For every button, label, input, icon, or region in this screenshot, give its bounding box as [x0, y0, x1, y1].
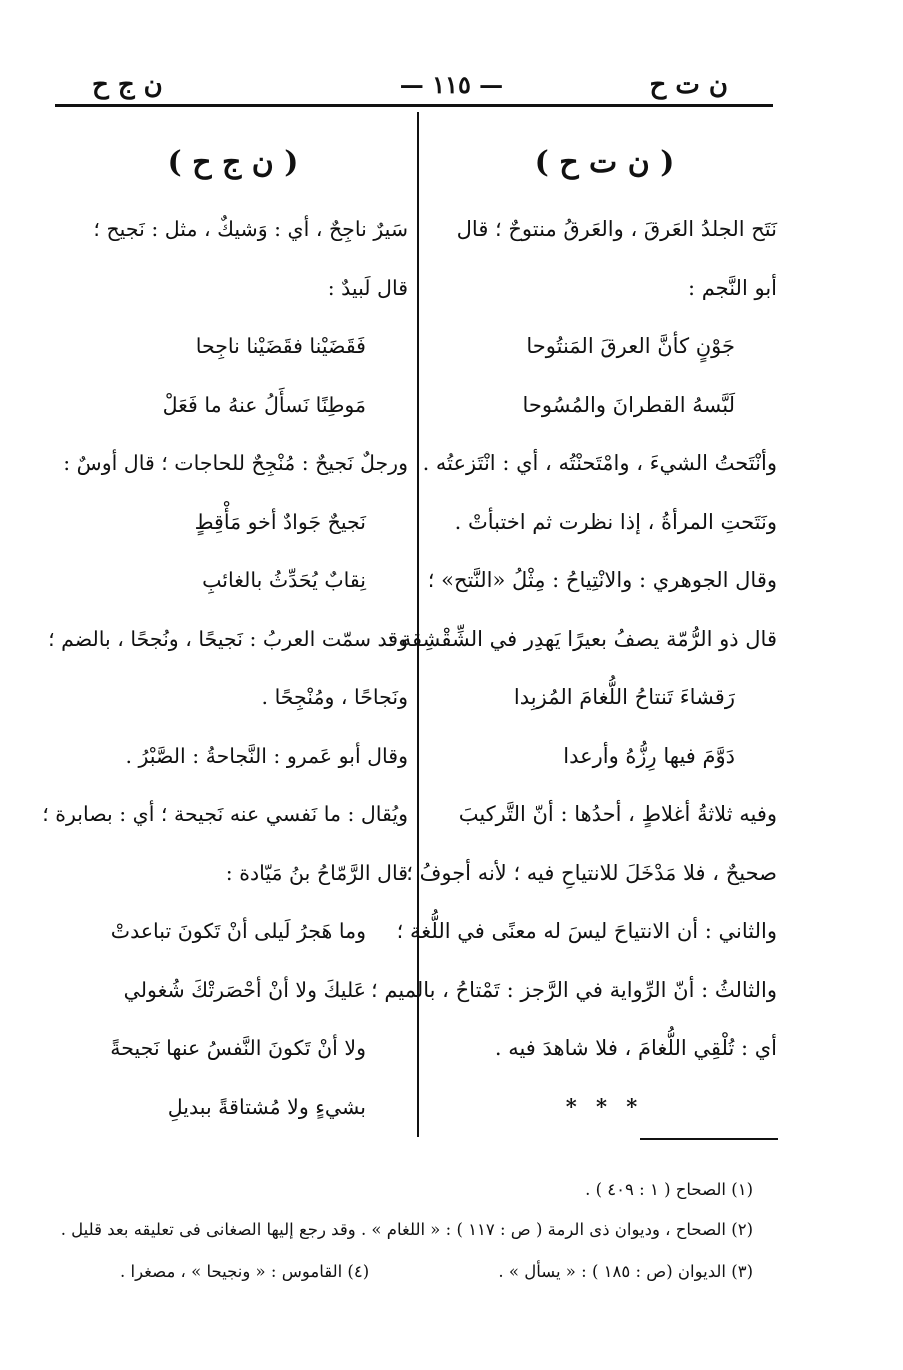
verse-line: عَليكَ ولا أنْ أحْصَرتْكَ شُغولي: [123, 977, 366, 1002]
entry-title-ntH: ( ن ت ح ): [534, 145, 675, 180]
verse-line: لَبَّسهُ القطرانَ والمُسُوحا: [522, 392, 735, 417]
text-line: ونَجاحًا ، ومُنْجِحًا .: [261, 685, 408, 709]
page-number: — ١١٥ —: [399, 70, 504, 99]
text-line: سَيرٌ ناجِحٌ ، أي : وَشيكٌ ، مثل : نَجيح ؛: [93, 217, 408, 241]
verse-line: نِقابٌ يُحَدِّثُ بالغائبِ: [202, 568, 366, 592]
text-line: نَتَح الجلدُ العَرقَ ، والعَرقُ منتوحٌ ؛ قال: [456, 217, 777, 241]
text-line: وقد سمّت العربُ : نَجيحًا ، ونُجحًا ، بالضم ؛: [48, 626, 408, 651]
header-root-left: ن ج ح: [92, 70, 163, 100]
text-line: قال ذو الرُّمّة يصفُ بعيرًا يَهدِر في الشِّقْشِقة :: [387, 626, 777, 651]
text-line: قال الرَّمّاحُ بنُ مَيّادة :: [225, 860, 408, 885]
text-line: ونَتَحتِ المرأةُ ، إذا نظرت ثم اختبأتْ .: [454, 509, 777, 534]
header-root-right: ن ت ح: [649, 70, 728, 100]
text-line: ويُقال : ما نَفسي عنه نَجيحة ؛ أي : بصابرة ؛: [42, 802, 408, 826]
text-line: ورجلٌ نَجيحٌ : مُنْجِحٌ للحاجات ؛ قال أوسٌ :: [63, 451, 408, 475]
footnote-1: (١) الصحاح ( ١ : ٤٠٩ ) .: [585, 1180, 753, 1199]
verse-line: جَوْنٍ كأنَّ العرقَ المَنتُوحا: [526, 334, 735, 358]
footnote-3: (٣) الديوان (ص : ١٨٥ ) : « يسأل » .: [498, 1262, 753, 1281]
verse-line: بشيءٍ ولا مُشتاقةً ببديلِ: [167, 1094, 366, 1119]
verse-line: رَقشاءَ تَنتاحُ اللُّغامَ المُزبِدا: [513, 685, 735, 709]
verse-line: وما هَجرُ لَيلى أنْ تَكونَ تباعدتْ: [110, 919, 366, 943]
verse-line: دَوَّمَ فيها رِزُّهُ وأرعدا: [563, 743, 735, 768]
verse-line: فَقَضَيْنا فقَضَيْنا ناجِحا: [195, 334, 366, 358]
entry-title-njH: ( ن ج ح ): [167, 145, 299, 180]
text-line: صحيحٌ ، فلا مَدْخَلَ للانتياحِ فيه ؛ لأنه أجوفُ ؛: [406, 860, 777, 885]
text-line: والثاني : أن الانتياحَ ليسَ له معنًى في اللُّغة ؛: [396, 919, 777, 943]
header-rule: [55, 104, 773, 107]
footnote-rule: [640, 1138, 778, 1140]
text-line: وأنْتَحتُ الشيءَ ، وامْتَحنْتُه ، أي : انْتَزعتُه .: [422, 451, 777, 475]
footnote-2: (٢) الصحاح ، وديوان ذى الرمة ( ص : ١١٧ ) : « اللغام » . وقد رجع إليها الصغانى فى تعليقه بعد قليل .: [60, 1220, 753, 1239]
section-end-stars: * * *: [565, 1093, 644, 1119]
text-line: أي : تُلْقِي اللُّغامَ ، فلا شاهدَ فيه .: [494, 1036, 777, 1060]
text-line: والثالثُ : أنّ الرِّواية في الرَّجز : تَمْتاحُ ، بالميم ؛: [371, 977, 777, 1002]
text-line: وقال أبو عَمرو : النَّجاحةُ : الصَّبْرُ .: [125, 743, 408, 768]
verse-line: نَجيحٌ جَوادٌ أخو مَأْقِطٍ: [194, 509, 366, 534]
text-line: وفيه ثلاثةُ أغلاطٍ ، أحدُها : أنّ التَّركيبَ: [458, 802, 777, 826]
text-line: وقال الجوهري : والانْتِياحُ : مِثْلُ «النَّتح» ؛: [427, 568, 777, 592]
text-line: أبو النَّجم :: [687, 275, 777, 300]
footnote-4: (٤) القاموس : « ونجيحا » ، مصغرا .: [120, 1262, 370, 1281]
verse-line: مَوطِنًا نَسأَلُ عنهُ ما فَعَلْ: [162, 392, 366, 417]
left-column: [42, 140, 408, 1136]
verse-line: ولا أنْ تَكونَ النَّفسُ عنها نَجيحةً: [110, 1036, 366, 1060]
right-column: [371, 140, 777, 1136]
text-line: قال لَبيدٌ :: [327, 275, 408, 300]
